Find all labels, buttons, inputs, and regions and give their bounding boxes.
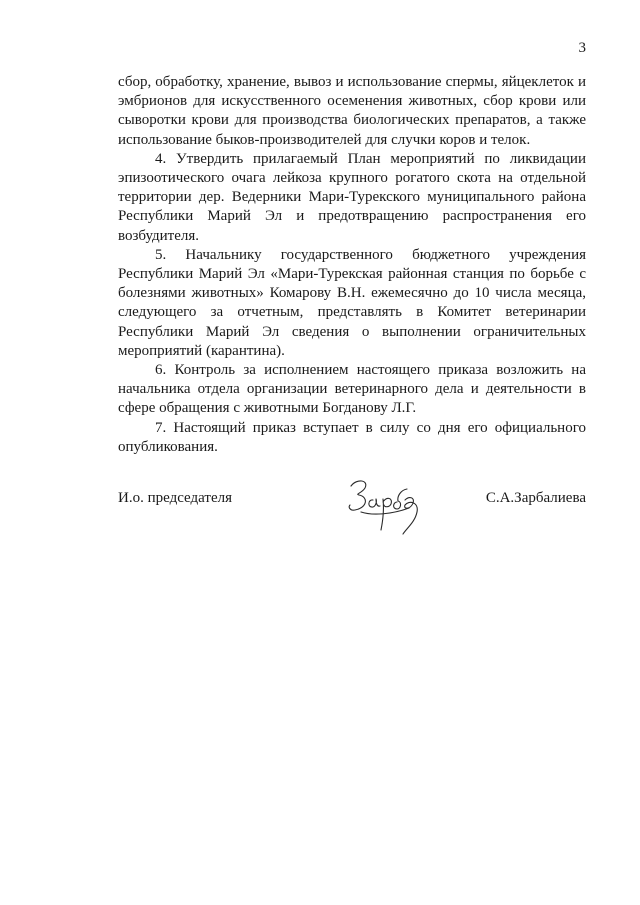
- paragraph-continuation: сбор, обработку, хранение, вывоз и использование спермы, яйцеклеток и эмбрионов для искусственного осеменения животных, сбор крови или сыворотки крови для производства биологических препаратов, а также использование быков-производителей для случки коров и телок.: [118, 74, 586, 148]
- document-body: [118, 73, 586, 457]
- page-number: 3: [578, 40, 586, 56]
- signatory-name: С.А.Зарбалиева: [485, 490, 586, 506]
- signatory-title: И.о. председателя: [118, 490, 233, 506]
- signature-block: [118, 480, 586, 540]
- paragraph-item-5: 5. Начальнику государственного бюджетного учреждения Республики Марий Эл «Мари-Турекская районная станция по борьбе с болезнями животных» Комарову В.Н. ежемесячно до 10 числа месяца, следующего за отчетным, представлять в Комитет ветеринарии Республики Марий Эл сведения о выполнении ограничительных мероприятий (карантина).: [118, 246, 586, 359]
- handwritten-signature: [343, 472, 433, 542]
- paragraph-item-7: 7. Настоящий приказ вступает в силу со дня его официального опубликования.: [118, 419, 586, 455]
- paragraph-item-4: 4. Утвердить прилагаемый План мероприятий по ликвидации эпизоотического очага лейкоза крупного рогатого скота на отдельной территории дер. Ведерники Мари-Турекского муниципального района Республики Марий Эл и предотвращению распространения его возбудителя.: [118, 150, 586, 244]
- paragraph-item-6: 6. Контроль за исполнением настоящего приказа возложить на начальника отдела организации ветеринарного дела и деятельности в сфере обращения с животными Богданову Л.Г.: [118, 362, 586, 417]
